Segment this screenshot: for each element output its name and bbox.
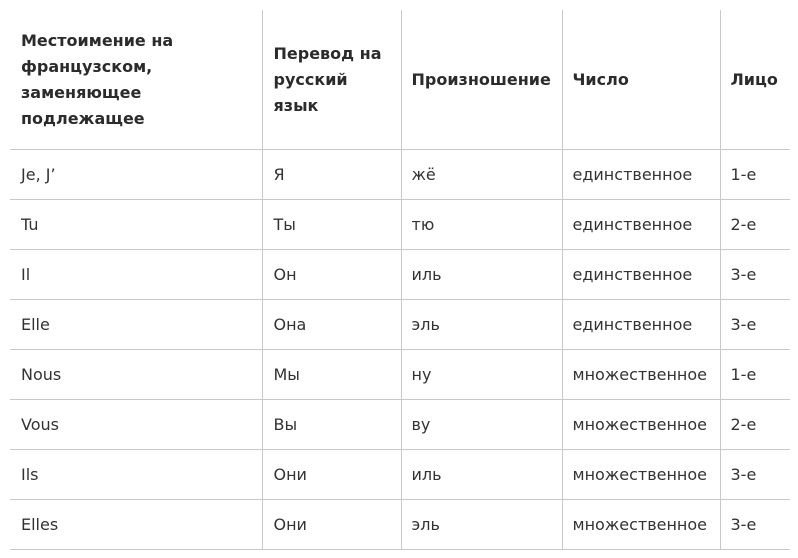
cell-person: 2-е	[720, 200, 790, 250]
cell-number: единственное	[562, 150, 720, 200]
cell-pronunciation: тю	[401, 200, 562, 250]
cell-number: единственное	[562, 200, 720, 250]
table-row	[10, 450, 790, 500]
cell-translation: Я	[262, 150, 401, 200]
cell-pronoun: Elles	[10, 500, 262, 550]
cell-number: множественное	[562, 350, 720, 400]
table-body	[10, 150, 790, 550]
cell-translation: Они	[262, 450, 401, 500]
cell-pronoun: Vous	[10, 400, 262, 450]
cell-pronunciation: жё	[401, 150, 562, 200]
cell-pronunciation: иль	[401, 250, 562, 300]
pronoun-table	[10, 10, 790, 550]
cell-translation: Они	[262, 500, 401, 550]
cell-pronoun: Ils	[10, 450, 262, 500]
cell-pronoun: Nous	[10, 350, 262, 400]
table-row	[10, 150, 790, 200]
cell-translation: Вы	[262, 400, 401, 450]
cell-pronunciation: ву	[401, 400, 562, 450]
header-french-pronoun: Местоимение на французском, заменяющее подлежащее	[10, 10, 262, 150]
cell-person: 3-е	[720, 300, 790, 350]
cell-person: 2-е	[720, 400, 790, 450]
table-row	[10, 400, 790, 450]
cell-number: единственное	[562, 250, 720, 300]
cell-pronoun: Je, J’	[10, 150, 262, 200]
cell-pronoun: Tu	[10, 200, 262, 250]
header-russian-translation: Перевод на русский язык	[262, 10, 401, 150]
header-pronunciation: Произношение	[401, 10, 562, 150]
cell-person: 3-е	[720, 500, 790, 550]
table-row	[10, 200, 790, 250]
cell-number: множественное	[562, 400, 720, 450]
cell-pronoun: Elle	[10, 300, 262, 350]
header-person: Лицо	[720, 10, 790, 150]
table-row	[10, 500, 790, 550]
cell-person: 3-е	[720, 450, 790, 500]
header-row	[10, 10, 790, 150]
cell-translation: Ты	[262, 200, 401, 250]
table-row	[10, 350, 790, 400]
table-row	[10, 300, 790, 350]
cell-number: единственное	[562, 300, 720, 350]
cell-pronunciation: эль	[401, 500, 562, 550]
cell-person: 3-е	[720, 250, 790, 300]
cell-translation: Он	[262, 250, 401, 300]
cell-number: множественное	[562, 500, 720, 550]
cell-person: 1-е	[720, 350, 790, 400]
cell-translation: Мы	[262, 350, 401, 400]
cell-pronunciation: иль	[401, 450, 562, 500]
cell-number: множественное	[562, 450, 720, 500]
table-header	[10, 10, 790, 150]
cell-pronunciation: ну	[401, 350, 562, 400]
cell-person: 1-е	[720, 150, 790, 200]
cell-pronunciation: эль	[401, 300, 562, 350]
table-row	[10, 250, 790, 300]
cell-pronoun: Il	[10, 250, 262, 300]
header-number: Число	[562, 10, 720, 150]
cell-translation: Она	[262, 300, 401, 350]
